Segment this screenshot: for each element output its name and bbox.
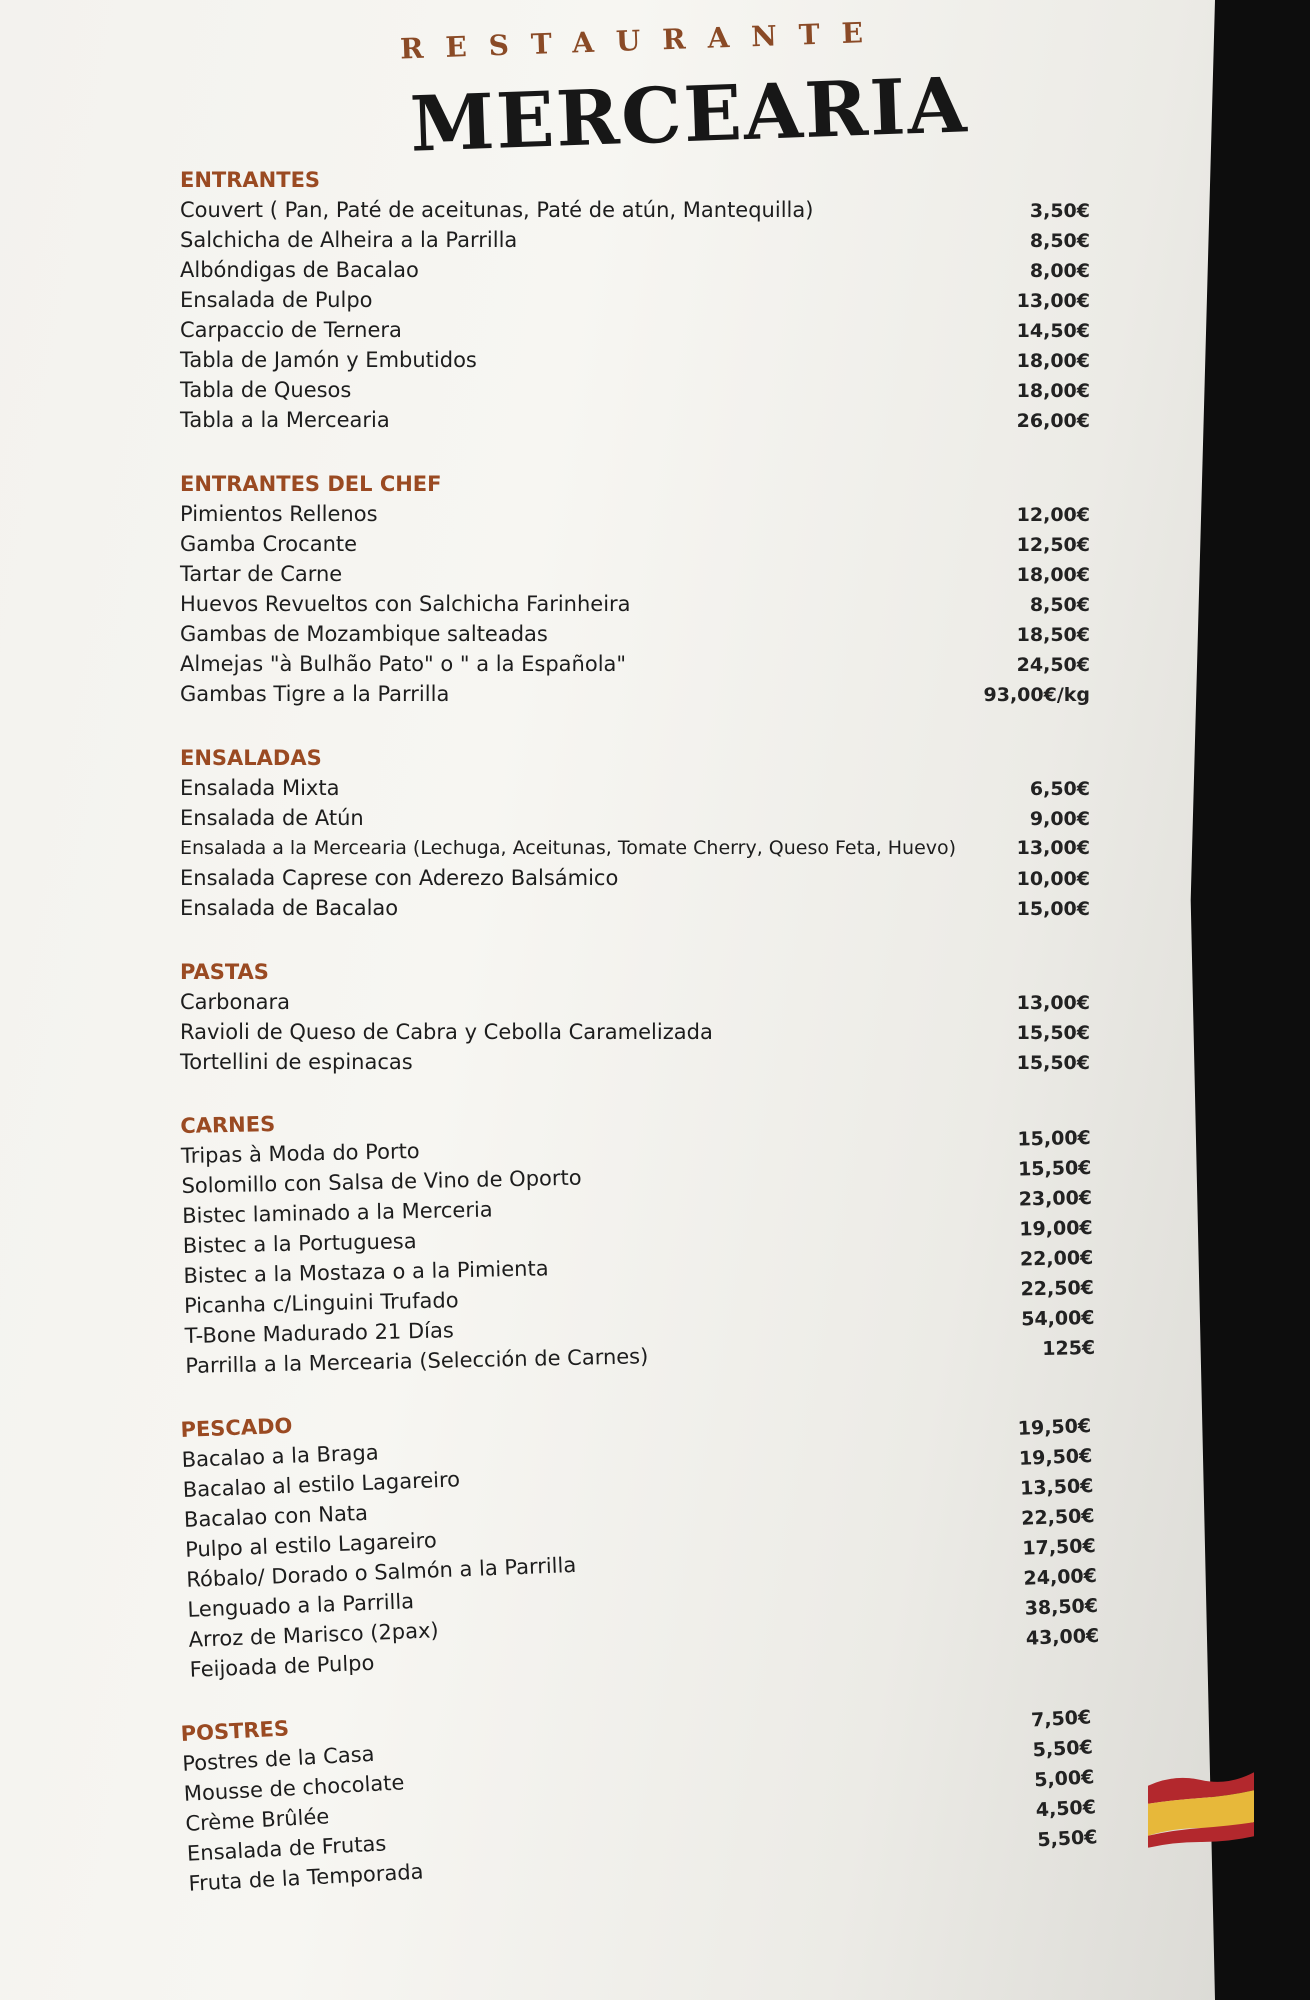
item-price: 22,50€ bbox=[1020, 1276, 1095, 1301]
item-name: T-Bone Madurado 21 Días bbox=[184, 1318, 454, 1348]
menu-list bbox=[180, 165, 1100, 1933]
item-price: 13,50€ bbox=[1019, 1474, 1094, 1500]
item-price: 15,50€ bbox=[1016, 1022, 1090, 1044]
item-price: 23,00€ bbox=[1018, 1186, 1093, 1211]
item-name: Pulpo al estilo Lagareiro bbox=[184, 1528, 438, 1562]
restaurant-title: MERCEARIA bbox=[408, 60, 970, 169]
menu-item bbox=[180, 559, 1090, 589]
item-price: 15,00€ bbox=[1017, 1126, 1091, 1151]
section-title: CARNES bbox=[180, 1112, 276, 1138]
menu-item bbox=[180, 679, 1090, 709]
item-price: 19,50€ bbox=[1018, 1445, 1093, 1470]
item-name: Gamba Crocante bbox=[180, 532, 358, 556]
item-name: Huevos Revueltos con Salchicha Farinheira bbox=[180, 592, 631, 616]
item-price: 8,00€ bbox=[1029, 260, 1090, 282]
menu-item bbox=[180, 833, 1090, 863]
section-entrantes-del-chef bbox=[180, 469, 1090, 709]
item-name: Tartar de Carne bbox=[180, 562, 343, 586]
section-title: POSTRES bbox=[180, 1716, 290, 1746]
item-price: 13,00€ bbox=[1016, 290, 1090, 312]
item-name: Pimientos Rellenos bbox=[180, 502, 378, 526]
item-name: Tripas à Moda do Porto bbox=[180, 1138, 420, 1168]
item-name: Almejas "à Bulhão Pato" o " a la Española" bbox=[180, 652, 627, 676]
item-name: Carbonara bbox=[180, 990, 291, 1014]
menu-item bbox=[180, 987, 1090, 1017]
item-price: 18,00€ bbox=[1016, 380, 1090, 402]
item-name: Carpaccio de Ternera bbox=[180, 318, 402, 342]
item-price: 24,50€ bbox=[1016, 654, 1090, 676]
item-name: Bacalao al estilo Lagareiro bbox=[182, 1467, 461, 1502]
item-name: Arroz de Marisco (2pax) bbox=[188, 1618, 440, 1652]
item-name: Picanha c/Linguini Trufado bbox=[183, 1288, 459, 1318]
restaurant-subtitle: RESTAURANTE bbox=[399, 15, 886, 66]
item-price: 18,00€ bbox=[1016, 564, 1090, 586]
item-name: Tabla de Quesos bbox=[180, 378, 352, 402]
section-title: PESCADO bbox=[180, 1413, 293, 1442]
item-name: Couvert ( Pan, Paté de aceitunas, Paté de atún, Mantequilla) bbox=[180, 198, 814, 222]
item-name: Ensalada de Atún bbox=[180, 806, 364, 830]
item-price: 18,00€ bbox=[1016, 350, 1090, 372]
item-name: Ensalada a la Mercearia (Lechuga, Aceitunas, Tomate Cherry, Queso Feta, Huevo) bbox=[180, 837, 957, 859]
item-price: 22,50€ bbox=[1020, 1504, 1095, 1530]
item-price: 13,00€ bbox=[1016, 992, 1090, 1014]
item-price: 5,00€ bbox=[1033, 1766, 1095, 1792]
item-price: 14,50€ bbox=[1016, 320, 1090, 342]
item-name: Ensalada de Bacalao bbox=[180, 896, 399, 920]
menu-item bbox=[180, 893, 1090, 923]
item-name: Parrilla a la Mercearia (Selección de Carnes) bbox=[185, 1344, 649, 1378]
item-price: 7,50€ bbox=[1030, 1706, 1092, 1732]
section-postres bbox=[180, 1671, 1098, 1898]
item-name: Tabla a la Mercearia bbox=[180, 408, 390, 432]
item-price: 10,00€ bbox=[1016, 868, 1090, 890]
item-price: 19,00€ bbox=[1019, 1216, 1093, 1241]
item-name: Feijoada de Pulpo bbox=[189, 1650, 375, 1682]
item-price: 5,50€ bbox=[1032, 1736, 1094, 1762]
item-name: Bistec a la Portuguesa bbox=[182, 1229, 417, 1258]
item-name: Tabla de Jamón y Embutidos bbox=[180, 348, 477, 372]
item-name: Ravioli de Queso de Cabra y Cebolla Caramelizada bbox=[180, 1020, 713, 1044]
item-price: 43,00€ bbox=[1025, 1624, 1100, 1650]
section-ensaladas bbox=[180, 743, 1090, 923]
item-price: 5,50€ bbox=[1036, 1826, 1099, 1852]
item-name: Tortellini de espinacas bbox=[180, 1050, 413, 1074]
menu-item bbox=[180, 285, 1090, 315]
item-name: Postres de la Casa bbox=[181, 1741, 376, 1776]
item-price: 12,00€ bbox=[1016, 504, 1090, 526]
section-title: ENSALADAS bbox=[180, 746, 322, 770]
menu-item bbox=[180, 803, 1090, 833]
menu-item bbox=[180, 589, 1090, 619]
item-name: Bistec laminado a la Merceria bbox=[181, 1197, 493, 1228]
section-pescado bbox=[180, 1380, 1100, 1685]
menu-item bbox=[180, 1017, 1090, 1047]
item-price: 8,50€ bbox=[1029, 594, 1090, 616]
menu-item bbox=[180, 405, 1090, 435]
section-title: ENTRANTES DEL CHEF bbox=[180, 472, 442, 496]
item-price: 12,50€ bbox=[1016, 534, 1090, 556]
item-price: 93,00€/kg bbox=[983, 684, 1090, 706]
item-price: 22,00€ bbox=[1019, 1246, 1094, 1271]
menu-item bbox=[180, 315, 1090, 345]
menu-item bbox=[180, 649, 1090, 679]
item-price: 19,50€ bbox=[1017, 1415, 1092, 1440]
menu-item bbox=[180, 255, 1090, 285]
item-name: Bistec a la Mostaza o a la Pimienta bbox=[183, 1256, 549, 1288]
item-name: Ensalada de Pulpo bbox=[180, 288, 373, 312]
item-price: 54,00€ bbox=[1020, 1306, 1095, 1331]
item-name: Salchicha de Alheira a la Parrilla bbox=[180, 228, 518, 252]
item-name: Ensalada de Frutas bbox=[186, 1831, 387, 1866]
item-name: Bacalao con Nata bbox=[183, 1500, 369, 1532]
item-price: 8,50€ bbox=[1029, 230, 1090, 252]
item-name: Gambas Tigre a la Parrilla bbox=[180, 682, 450, 706]
item-name: Fruta de la Temporada bbox=[188, 1859, 425, 1896]
item-price: 15,50€ bbox=[1017, 1156, 1092, 1181]
menu-item bbox=[180, 195, 1090, 225]
menu-item bbox=[180, 863, 1090, 893]
item-price: 6,50€ bbox=[1029, 778, 1090, 800]
item-name: Albóndigas de Bacalao bbox=[180, 258, 419, 282]
item-price: 3,50€ bbox=[1029, 200, 1090, 222]
item-price: 26,00€ bbox=[1016, 410, 1090, 432]
spain-flag-icon[interactable] bbox=[1148, 1764, 1254, 1847]
item-name: Ensalada Mixta bbox=[180, 776, 340, 800]
item-price: 18,50€ bbox=[1016, 624, 1090, 646]
section-entrantes bbox=[180, 165, 1090, 435]
section-carnes bbox=[180, 1092, 1095, 1381]
menu-item bbox=[180, 225, 1090, 255]
item-price: 13,00€ bbox=[1016, 837, 1090, 859]
item-price: 24,00€ bbox=[1023, 1564, 1098, 1590]
section-pastas bbox=[180, 957, 1090, 1077]
section-title: ENTRANTES bbox=[180, 168, 321, 192]
item-price: 15,00€ bbox=[1016, 898, 1090, 920]
item-name: Mousse de chocolate bbox=[183, 1770, 405, 1806]
item-name: Crème Brûlée bbox=[184, 1804, 330, 1836]
menu-item bbox=[180, 529, 1090, 559]
item-price: 38,50€ bbox=[1024, 1594, 1099, 1620]
item-price: 9,00€ bbox=[1029, 808, 1090, 830]
section-title: PASTAS bbox=[180, 960, 269, 984]
item-price: 17,50€ bbox=[1022, 1534, 1097, 1560]
menu-item bbox=[180, 375, 1090, 405]
menu-item bbox=[180, 773, 1090, 803]
item-price: 4,50€ bbox=[1035, 1796, 1097, 1822]
item-name: Róbalo/ Dorado o Salmón a la Parrilla bbox=[185, 1552, 577, 1592]
item-name: Solomillo con Salsa de Vino de Oporto bbox=[181, 1165, 582, 1198]
menu-item bbox=[180, 345, 1090, 375]
menu-item bbox=[180, 1047, 1090, 1077]
menu-item bbox=[180, 619, 1090, 649]
item-name: Ensalada Caprese con Aderezo Balsámico bbox=[180, 866, 619, 890]
item-name: Bacalao a la Braga bbox=[181, 1440, 379, 1472]
item-price: 15,50€ bbox=[1016, 1052, 1090, 1074]
item-name: Gambas de Mozambique salteadas bbox=[180, 622, 548, 646]
menu-item bbox=[180, 499, 1090, 529]
item-price: 125€ bbox=[1042, 1336, 1096, 1360]
item-name: Lenguado a la Parrilla bbox=[187, 1589, 415, 1622]
